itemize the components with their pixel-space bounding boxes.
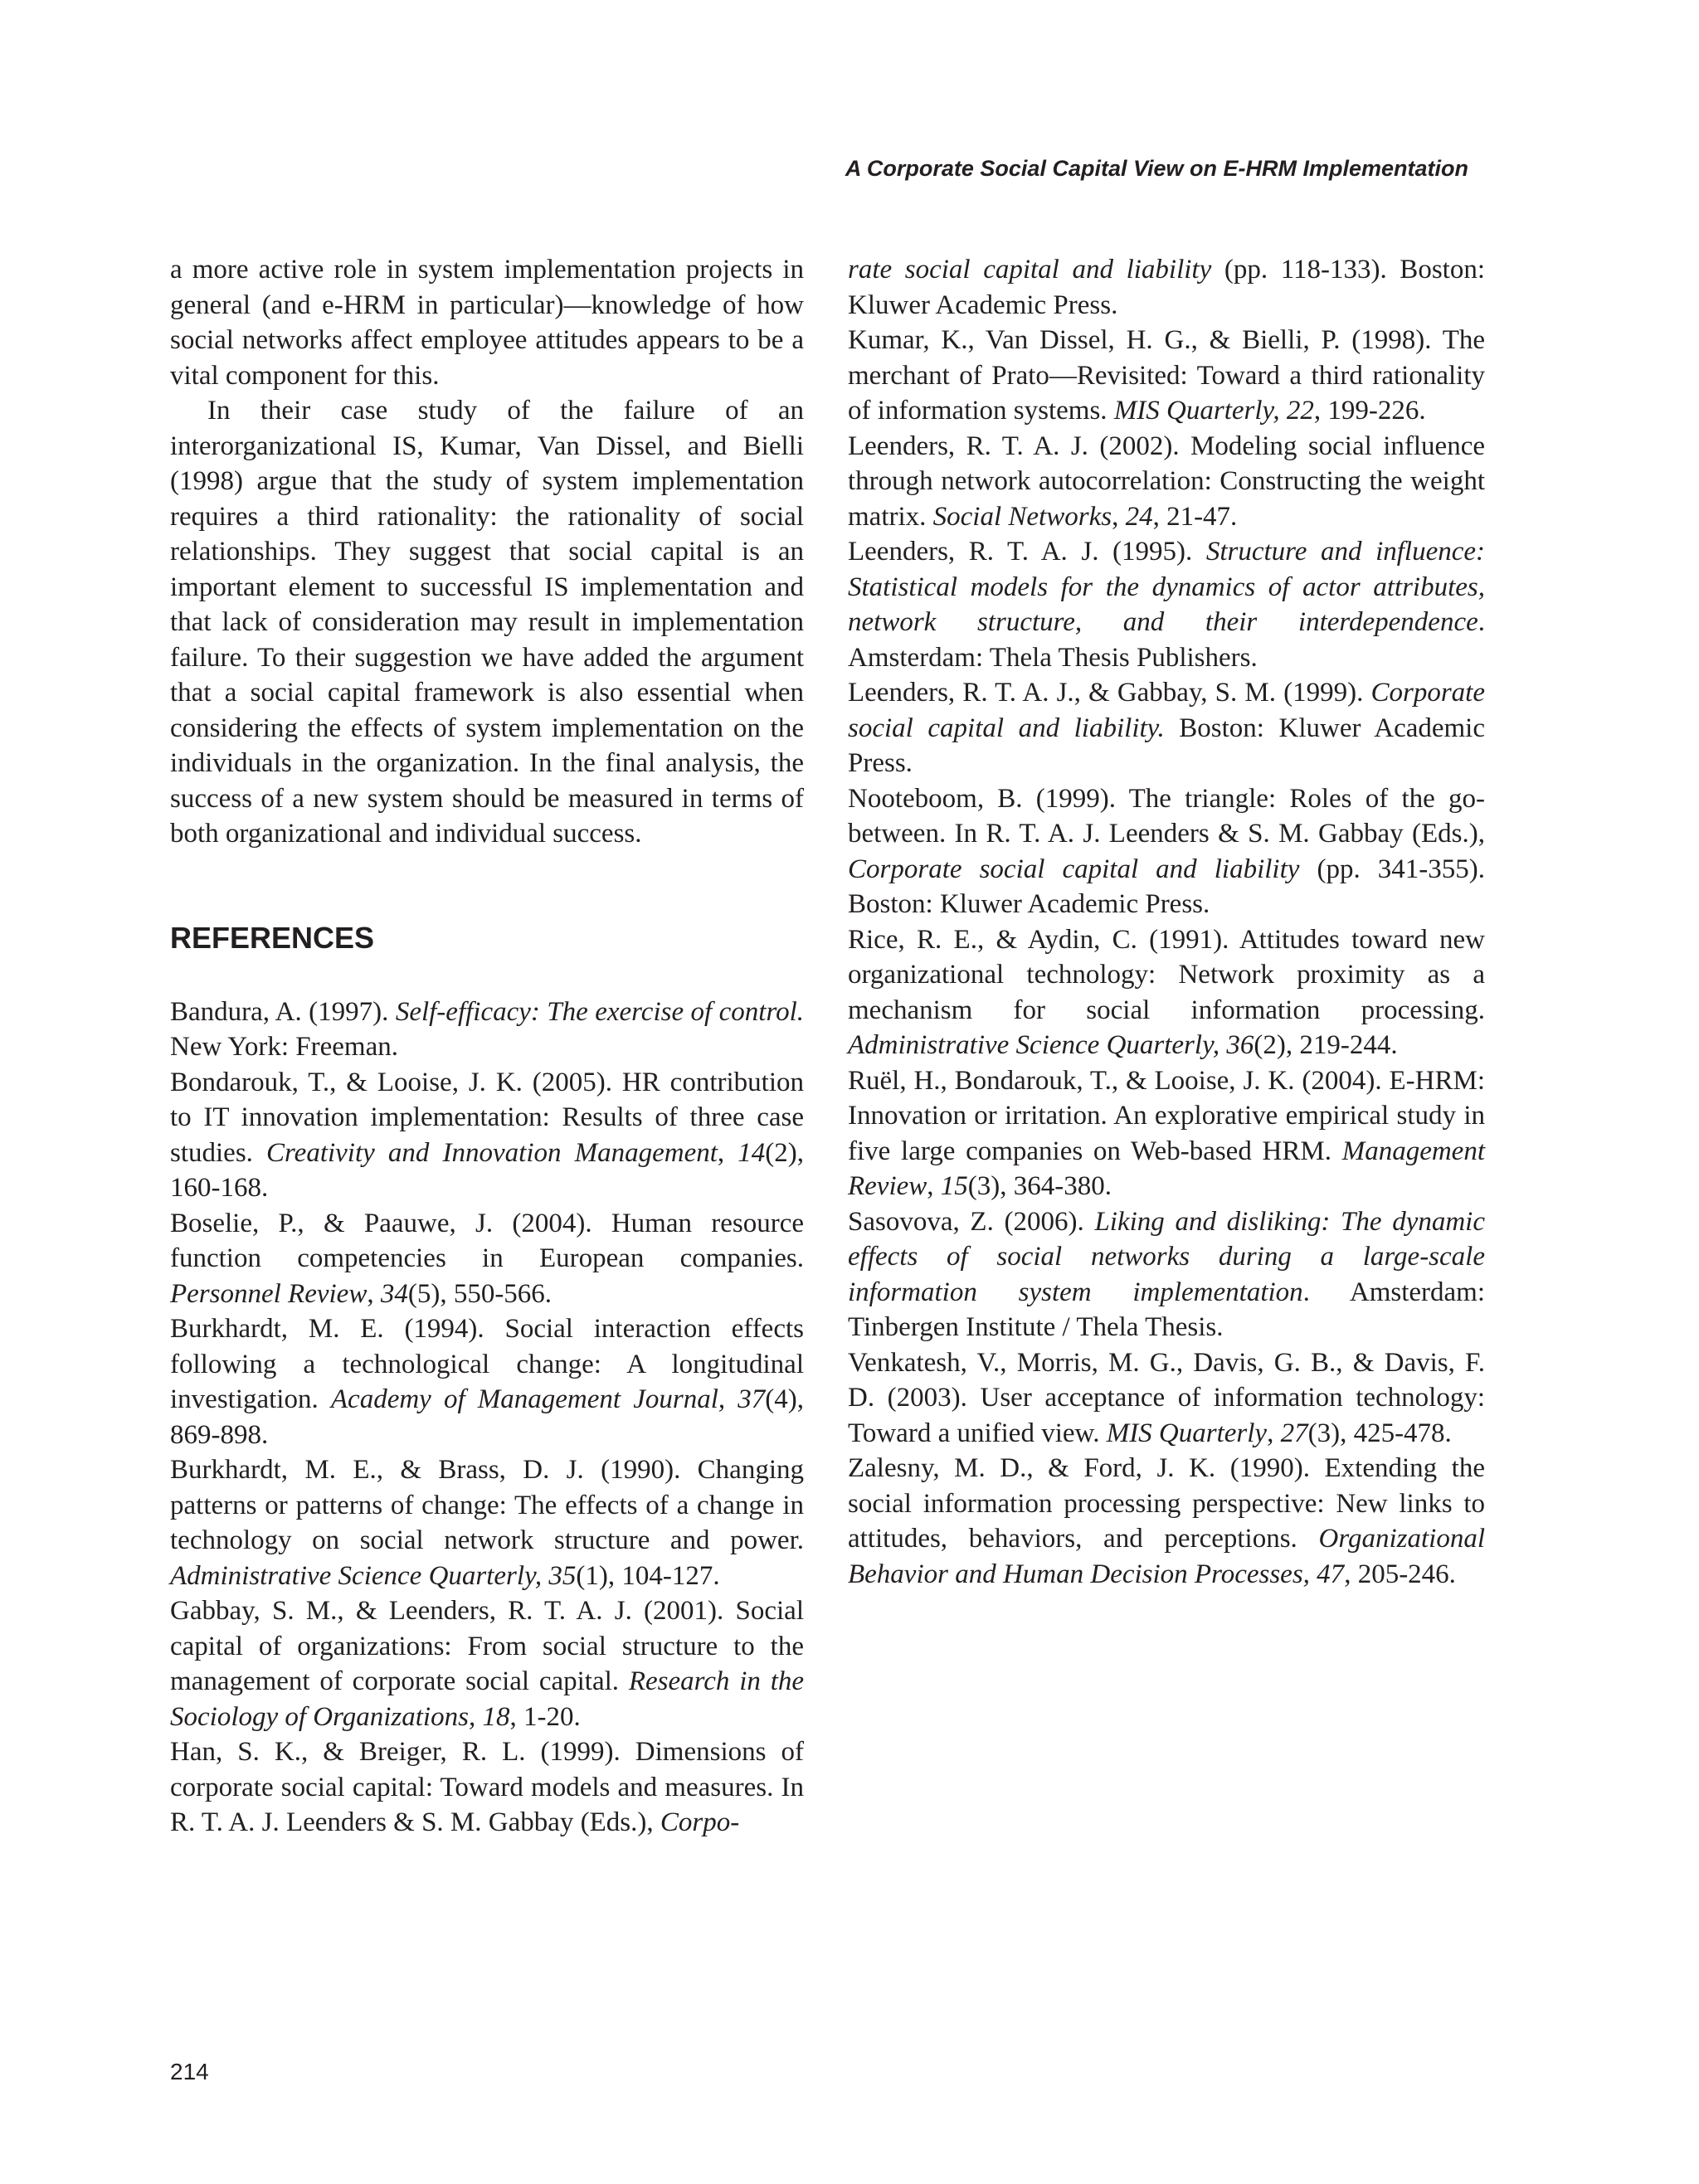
body-paragraph: In their case study of the failure of an interorganizational IS, Kumar, Van Dissel, and Bielli (1998) argue that the study of system implementation requires a third rationality: the rationality of social relationships. They suggest that social capital is an important element to successful IS implementation and that lack of consideration may result in implementation failure. To their suggestion we have added the argument that a social capital framework is also essential when considering the effects of system implementation on the individuals in the organization. In the final analysis, the success of a new system should be measured in terms of both organizational and individual success. bbox=[170, 396, 804, 849]
left-column bbox=[170, 252, 804, 1841]
body-paragraph: a more active role in system implementation projects in general (and e-HRM in particular)—knowledge of how social networks affect employee attitudes appears to be a vital component for this. bbox=[170, 255, 804, 391]
reference-entry-continued: rate social capital and liability (pp. 118-133). Boston: Kluwer Academic Press. bbox=[848, 255, 1485, 320]
reference-entry: Boselie, P., & Paauwe, J. (2004). Human resource function competencies in European companies. Personnel Review, 34(5), 550-566. bbox=[170, 1208, 804, 1309]
reference-entry: Gabbay, S. M., & Leenders, R. T. A. J. (2001). Social capital of organizations: From social structure to the management of corporate social capital. Research in the Sociology of Organizations, 18, 1-20. bbox=[170, 1596, 805, 1732]
reference-entry: Han, S. K., & Breiger, R. L. (1999). Dimensions of corporate social capital: Toward models and measures. In R. T. A. J. Leenders & S. M. Gabbay (Eds.), Corpo- bbox=[170, 1737, 804, 1837]
page-number: 214 bbox=[170, 2059, 209, 2084]
references-heading: REFERENCES bbox=[170, 920, 375, 955]
reference-entry: Leenders, R. T. A. J. (2002). Modeling social influence through network autocorrelation: Constructing the weight matrix. Social Networks, 24, 21-47. bbox=[848, 430, 1485, 532]
reference-entry: Kumar, K., Van Dissel, H. G., & Bielli, P. (1998). The merchant of Prato—Revisited: Toward a third rationality of information systems. MIS Quarterly, 22, 199-226. bbox=[848, 325, 1485, 426]
reference-entry: Ruël, H., Bondarouk, T., & Looise, J. K. (2004). E-HRM: Innovation or irritation. An explorative empirical study in five large companies on Web-based HRM. Management Review, 15(3), 364-380. bbox=[848, 1065, 1485, 1201]
reference-entry: Venkatesh, V., Morris, M. G., Davis, G. B., & Davis, F. D. (2003). User acceptance of information technology: Toward a unified view. MIS Quarterly, 27(3), 425-478. bbox=[848, 1347, 1485, 1448]
reference-entry: Zalesny, M. D., & Ford, J. K. (1990). Extending the social information processing perspective: New links to attitudes, behaviors, and perceptions. Organizational Behavior and Human Decision Processes, 47, 205-246. bbox=[848, 1453, 1485, 1589]
right-column bbox=[848, 252, 1485, 1592]
running-head: A Corporate Social Capital View on E-HRM Implementation bbox=[845, 156, 1468, 181]
reference-entry: Burkhardt, M. E. (1994). Social interaction effects following a technological change: A longitudinal investigation. Academy of Management Journal, 37(4), 869-898. bbox=[170, 1314, 805, 1450]
reference-entry: Sasovova, Z. (2006). Liking and disliking: The dynamic effects of social networks during a large-scale information system implementation. Amsterdam: Tinbergen Institute / Thela Thesis. bbox=[848, 1206, 1485, 1342]
reference-entry: Rice, R. E., & Aydin, C. (1991). Attitudes toward new organizational technology: Network proximity as a mechanism for social information processing. Administrative Science Quarterly, 36(2), 219-244. bbox=[848, 924, 1485, 1060]
reference-entry: Leenders, R. T. A. J. (1995). Structure and influence: Statistical models for the dynamics of actor attributes, network structure, and their interdependence. Amsterdam: Thela Thesis Publishers. bbox=[848, 537, 1485, 673]
reference-entry: Nooteboom, B. (1999). The triangle: Roles of the go-between. In R. T. A. J. Leenders & S. M. Gabbay (Eds.), Corporate social capital and liability (pp. 341-355). Boston: Kluwer Academic Press. bbox=[848, 783, 1485, 919]
reference-entry: Bondarouk, T., & Looise, J. K. (2005). HR contribution to IT innovation implementation: Results of three case studies. Creativity and Innovation Management, 14(2), 160-168. bbox=[170, 1067, 805, 1203]
reference-entry: Leenders, R. T. A. J., & Gabbay, S. M. (1999). Corporate social capital and liability. Boston: Kluwer Academic Press. bbox=[848, 678, 1485, 778]
reference-entry: Burkhardt, M. E., & Brass, D. J. (1990). Changing patterns or patterns of change: The effects of a change in technology on social network structure and power. Administrative Science Quarterly, 35(1), 104-127. bbox=[170, 1455, 804, 1591]
reference-entry: Bandura, A. (1997). Self-efficacy: The exercise of control. New York: Freeman. bbox=[170, 996, 804, 1062]
